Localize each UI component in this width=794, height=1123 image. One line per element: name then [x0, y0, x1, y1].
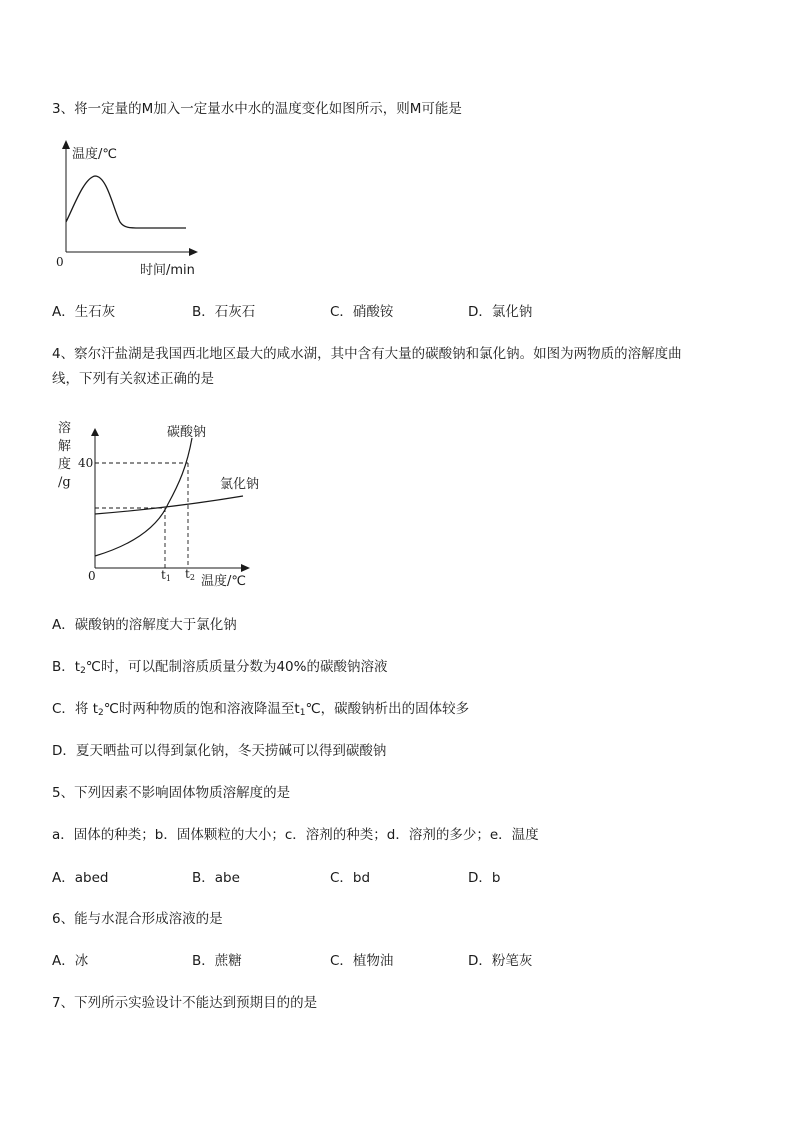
q3-stem: 3、将一定量的M加入一定量水中水的温度变化如图所示，则M可能是: [52, 101, 462, 117]
q4-y-arrow: [91, 428, 99, 436]
q4-tick-t2: t2: [185, 567, 195, 582]
q3-option-b[interactable]: B．石灰石: [192, 304, 256, 320]
q6-option-b[interactable]: B．蔗糖: [192, 953, 242, 969]
q4-x-label: 温度/℃: [201, 574, 246, 589]
q4-option-a[interactable]: A．碳酸钠的溶解度大于氯化钠: [52, 617, 237, 633]
q4-option-b[interactable]: B．$t_2℃$时，可以配制溶质质量分数为40%的碳酸钠溶液: [52, 659, 388, 676]
q4-x-arrow: [241, 564, 250, 572]
q3-x-label: 时间/min: [140, 263, 195, 278]
q6-option-d[interactable]: D．粉笔灰: [468, 953, 533, 969]
q7-stem: 7、下列所示实验设计不能达到预期目的的是: [52, 995, 318, 1011]
q3-temperature-graph: [50, 140, 210, 280]
q3-y-arrow: [62, 140, 70, 149]
q4-stem-line1: 4、察尔汗盐湖是我国西北地区最大的咸水湖，其中含有大量的碳酸钠和氯化钠。如图为两物质的溶解度曲: [52, 346, 682, 362]
q5-factors: a．固体的种类；b．固体颗粒的大小；c．溶剂的种类；d．溶剂的多少；e．温度: [52, 827, 539, 843]
q4-y-label-3: 度: [58, 457, 72, 472]
q4-y-label-2: 解: [58, 439, 72, 454]
q4-option-c[interactable]: C．将 $t_2℃$时两种物质的饱和溶液降温至$t_1℃$，碳酸钠析出的固体较多: [52, 701, 470, 718]
q4-solubility-graph: [55, 418, 275, 593]
q4-tick-t1: t1: [161, 568, 171, 583]
q6-option-c[interactable]: C．植物油: [330, 953, 394, 969]
q3-option-c[interactable]: C．硝酸铵: [330, 304, 394, 320]
q4-y-label-1: 溶: [58, 421, 72, 436]
q4-curve-label-chloride: 氯化钠: [220, 477, 260, 492]
q3-temperature-curve: [66, 176, 186, 228]
q5-stem: 5、下列因素不影响固体物质溶解度的是: [52, 785, 291, 801]
q5-option-c[interactable]: C．bd: [330, 870, 371, 886]
q3-option-a[interactable]: A．生石灰: [52, 304, 116, 320]
q3-option-d[interactable]: D．氯化钠: [468, 304, 533, 320]
q4-origin-label: 0: [88, 569, 96, 583]
q4-chloride-curve: [95, 496, 243, 514]
q4-stem-line2: 线，下列有关叙述正确的是: [52, 371, 214, 387]
q4-carbonate-curve: [95, 438, 192, 556]
q3-x-arrow: [189, 248, 198, 256]
q6-stem: 6、能与水混合形成溶液的是: [52, 911, 223, 927]
q5-option-a[interactable]: A．abed: [52, 870, 109, 886]
q5-option-d[interactable]: D．b: [468, 870, 501, 886]
q5-option-b[interactable]: B．abe: [192, 870, 240, 886]
q4-y-tick-40: 40: [78, 456, 94, 470]
q3-origin-label: 0: [56, 255, 64, 269]
q3-y-label: 温度/℃: [72, 147, 117, 162]
q4-option-d[interactable]: D．夏天晒盐可以得到氯化钠，冬天捞碱可以得到碳酸钠: [52, 743, 387, 759]
q6-option-a[interactable]: A．冰: [52, 953, 89, 969]
q4-curve-label-carbonate: 碳酸钠: [167, 425, 207, 440]
q4-y-label-4: /g: [58, 475, 71, 490]
